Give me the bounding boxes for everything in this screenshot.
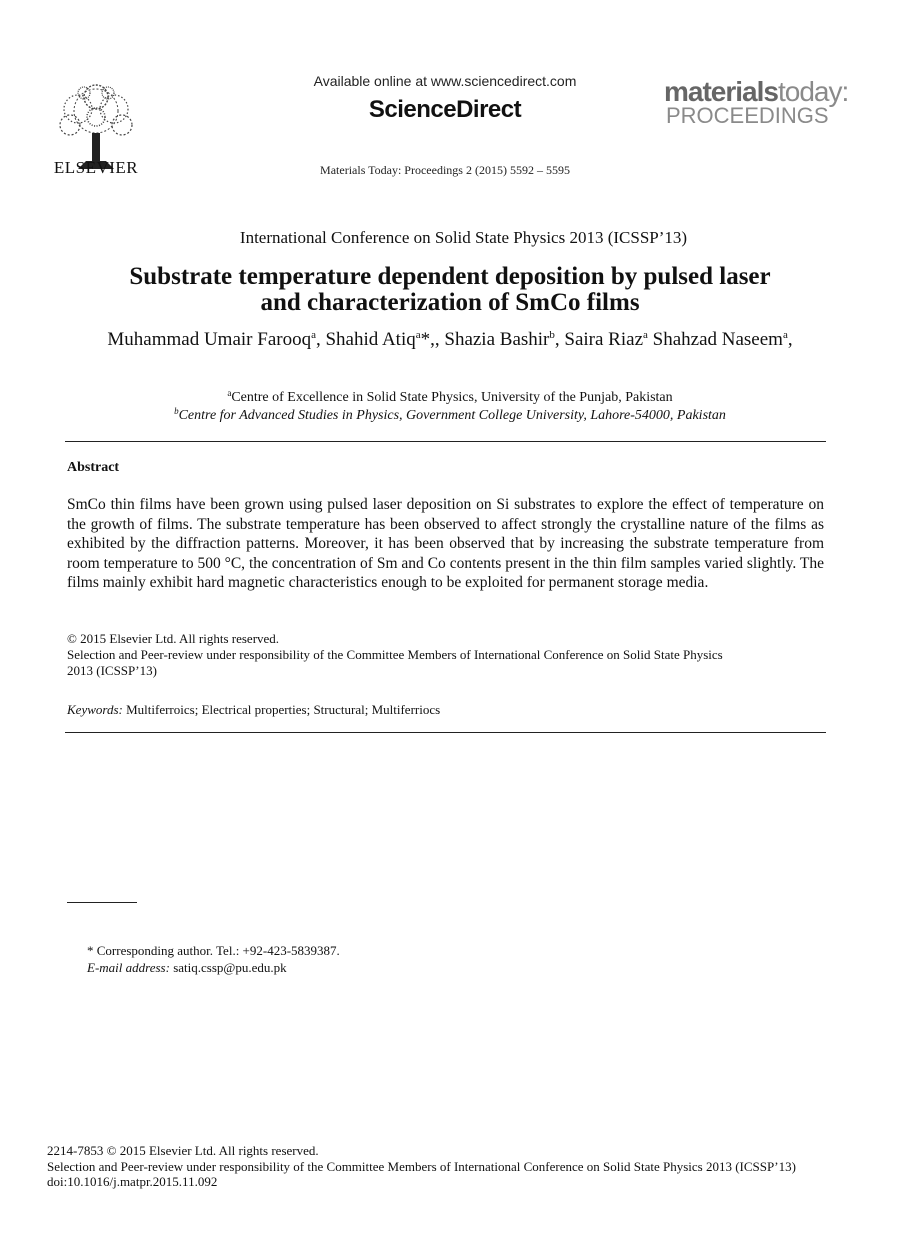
peer-review-line: Selection and Peer-review under responsibility of the Committee Members of International Conference on Solid State Physics bbox=[67, 647, 723, 662]
keywords-label: Keywords: bbox=[67, 702, 123, 717]
affiliation-text: Centre for Advanced Studies in Physics, Government College University, Lahore-54000, Pakistan bbox=[178, 408, 726, 423]
journal-reference: Materials Today: Proceedings 2 (2015) 5592 – 5595 bbox=[320, 163, 570, 177]
paper-title bbox=[60, 264, 840, 316]
author-affil-sup: a bbox=[311, 329, 316, 341]
title-line-1: Substrate temperature dependent deposition by pulsed laser bbox=[129, 263, 771, 290]
keywords bbox=[67, 702, 824, 718]
page-footer bbox=[47, 1143, 867, 1190]
copyright-line: © 2015 Elsevier Ltd. All rights reserved. bbox=[67, 631, 280, 646]
author-name: Shazia Bashir bbox=[444, 329, 550, 350]
divider-bottom bbox=[65, 732, 826, 733]
author-name: Shahzad Naseem bbox=[652, 329, 783, 350]
email-address[interactable]: satiq.cssp@pu.edu.pk bbox=[173, 960, 287, 975]
affiliation-sup: b bbox=[174, 406, 179, 416]
divider-top bbox=[65, 441, 826, 442]
affiliation-a bbox=[60, 390, 840, 406]
conference-name: International Conference on Solid State Physics 2013 (ICSSP’13) bbox=[239, 228, 688, 247]
keywords-text: Multiferroics; Electrical properties; Structural; Multiferriocs bbox=[126, 702, 441, 717]
footnote-divider bbox=[67, 902, 137, 903]
affiliation-sup: a bbox=[227, 388, 232, 398]
footer-doi[interactable]: doi:10.1016/j.matpr.2015.11.092 bbox=[47, 1174, 218, 1189]
materials-today-logo bbox=[664, 78, 884, 106]
affiliation-text: Centre of Excellence in Solid State Physics, University of the Punjab, Pakistan bbox=[231, 390, 673, 405]
email-line bbox=[87, 960, 287, 976]
peer-review-line-cont: 2013 (ICSSP’13) bbox=[67, 663, 157, 678]
abstract-heading: Abstract bbox=[67, 460, 120, 475]
author-name: Muhammad Umair Farooq bbox=[107, 329, 312, 350]
available-online-text: Available online at www.sciencedirect.com bbox=[313, 73, 577, 89]
author-affil-sup: a bbox=[643, 329, 648, 341]
abstract-text: SmCo thin films have been grown using pulsed laser deposition on Si substrates to explore the effect of temperature on the growth of films. The substrate temperature has been observed to affect strongly the crystalline nature of the films as exhibited by the diffraction patterns. Moreover, it has been observed that by increasing the substrate temperature from room temperature to 500 °C, the concentration of Sm and Co contents present in the thin film samples varied slightly. The films mainly exhibit hard magnetic characteristics enough to be exploited for permanent storage media. bbox=[67, 496, 824, 592]
author-affil-sup: a bbox=[782, 329, 788, 341]
title-line-2: and characterization of SmCo films bbox=[260, 289, 640, 316]
copyright-block bbox=[67, 631, 767, 679]
affiliation-b bbox=[60, 408, 840, 424]
author-separator: , bbox=[554, 329, 565, 350]
elsevier-wordmark: ELSEVIER bbox=[53, 158, 139, 177]
logo-today: today: bbox=[777, 76, 849, 107]
sciencedirect-logo[interactable]: ScienceDirect bbox=[368, 96, 522, 123]
author-separator: , bbox=[787, 329, 793, 350]
author-list bbox=[80, 326, 820, 353]
author-name: Saira Riaz bbox=[564, 329, 643, 350]
author-name: Shahid Atiq bbox=[325, 329, 416, 350]
author-affil-sup: b bbox=[549, 329, 555, 341]
author-separator: *,, bbox=[420, 329, 445, 350]
footer-peer-review: Selection and Peer-review under responsibility of the Committee Members of International Conference on Solid State Physics 2013 (ICSSP’13) bbox=[47, 1158, 796, 1174]
footer-issn: 2214-7853 © 2015 Elsevier Ltd. All rights reserved. bbox=[47, 1143, 319, 1158]
email-label: E-mail address: bbox=[87, 960, 170, 975]
author-separator: , bbox=[315, 329, 326, 350]
logo-materials: materials bbox=[664, 76, 778, 107]
logo-proceedings: PROCEEDINGS bbox=[666, 103, 829, 128]
author-affil-sup: a bbox=[415, 329, 421, 341]
corresponding-author: * Corresponding author. Tel.: +92-423-5839387. bbox=[87, 943, 340, 958]
